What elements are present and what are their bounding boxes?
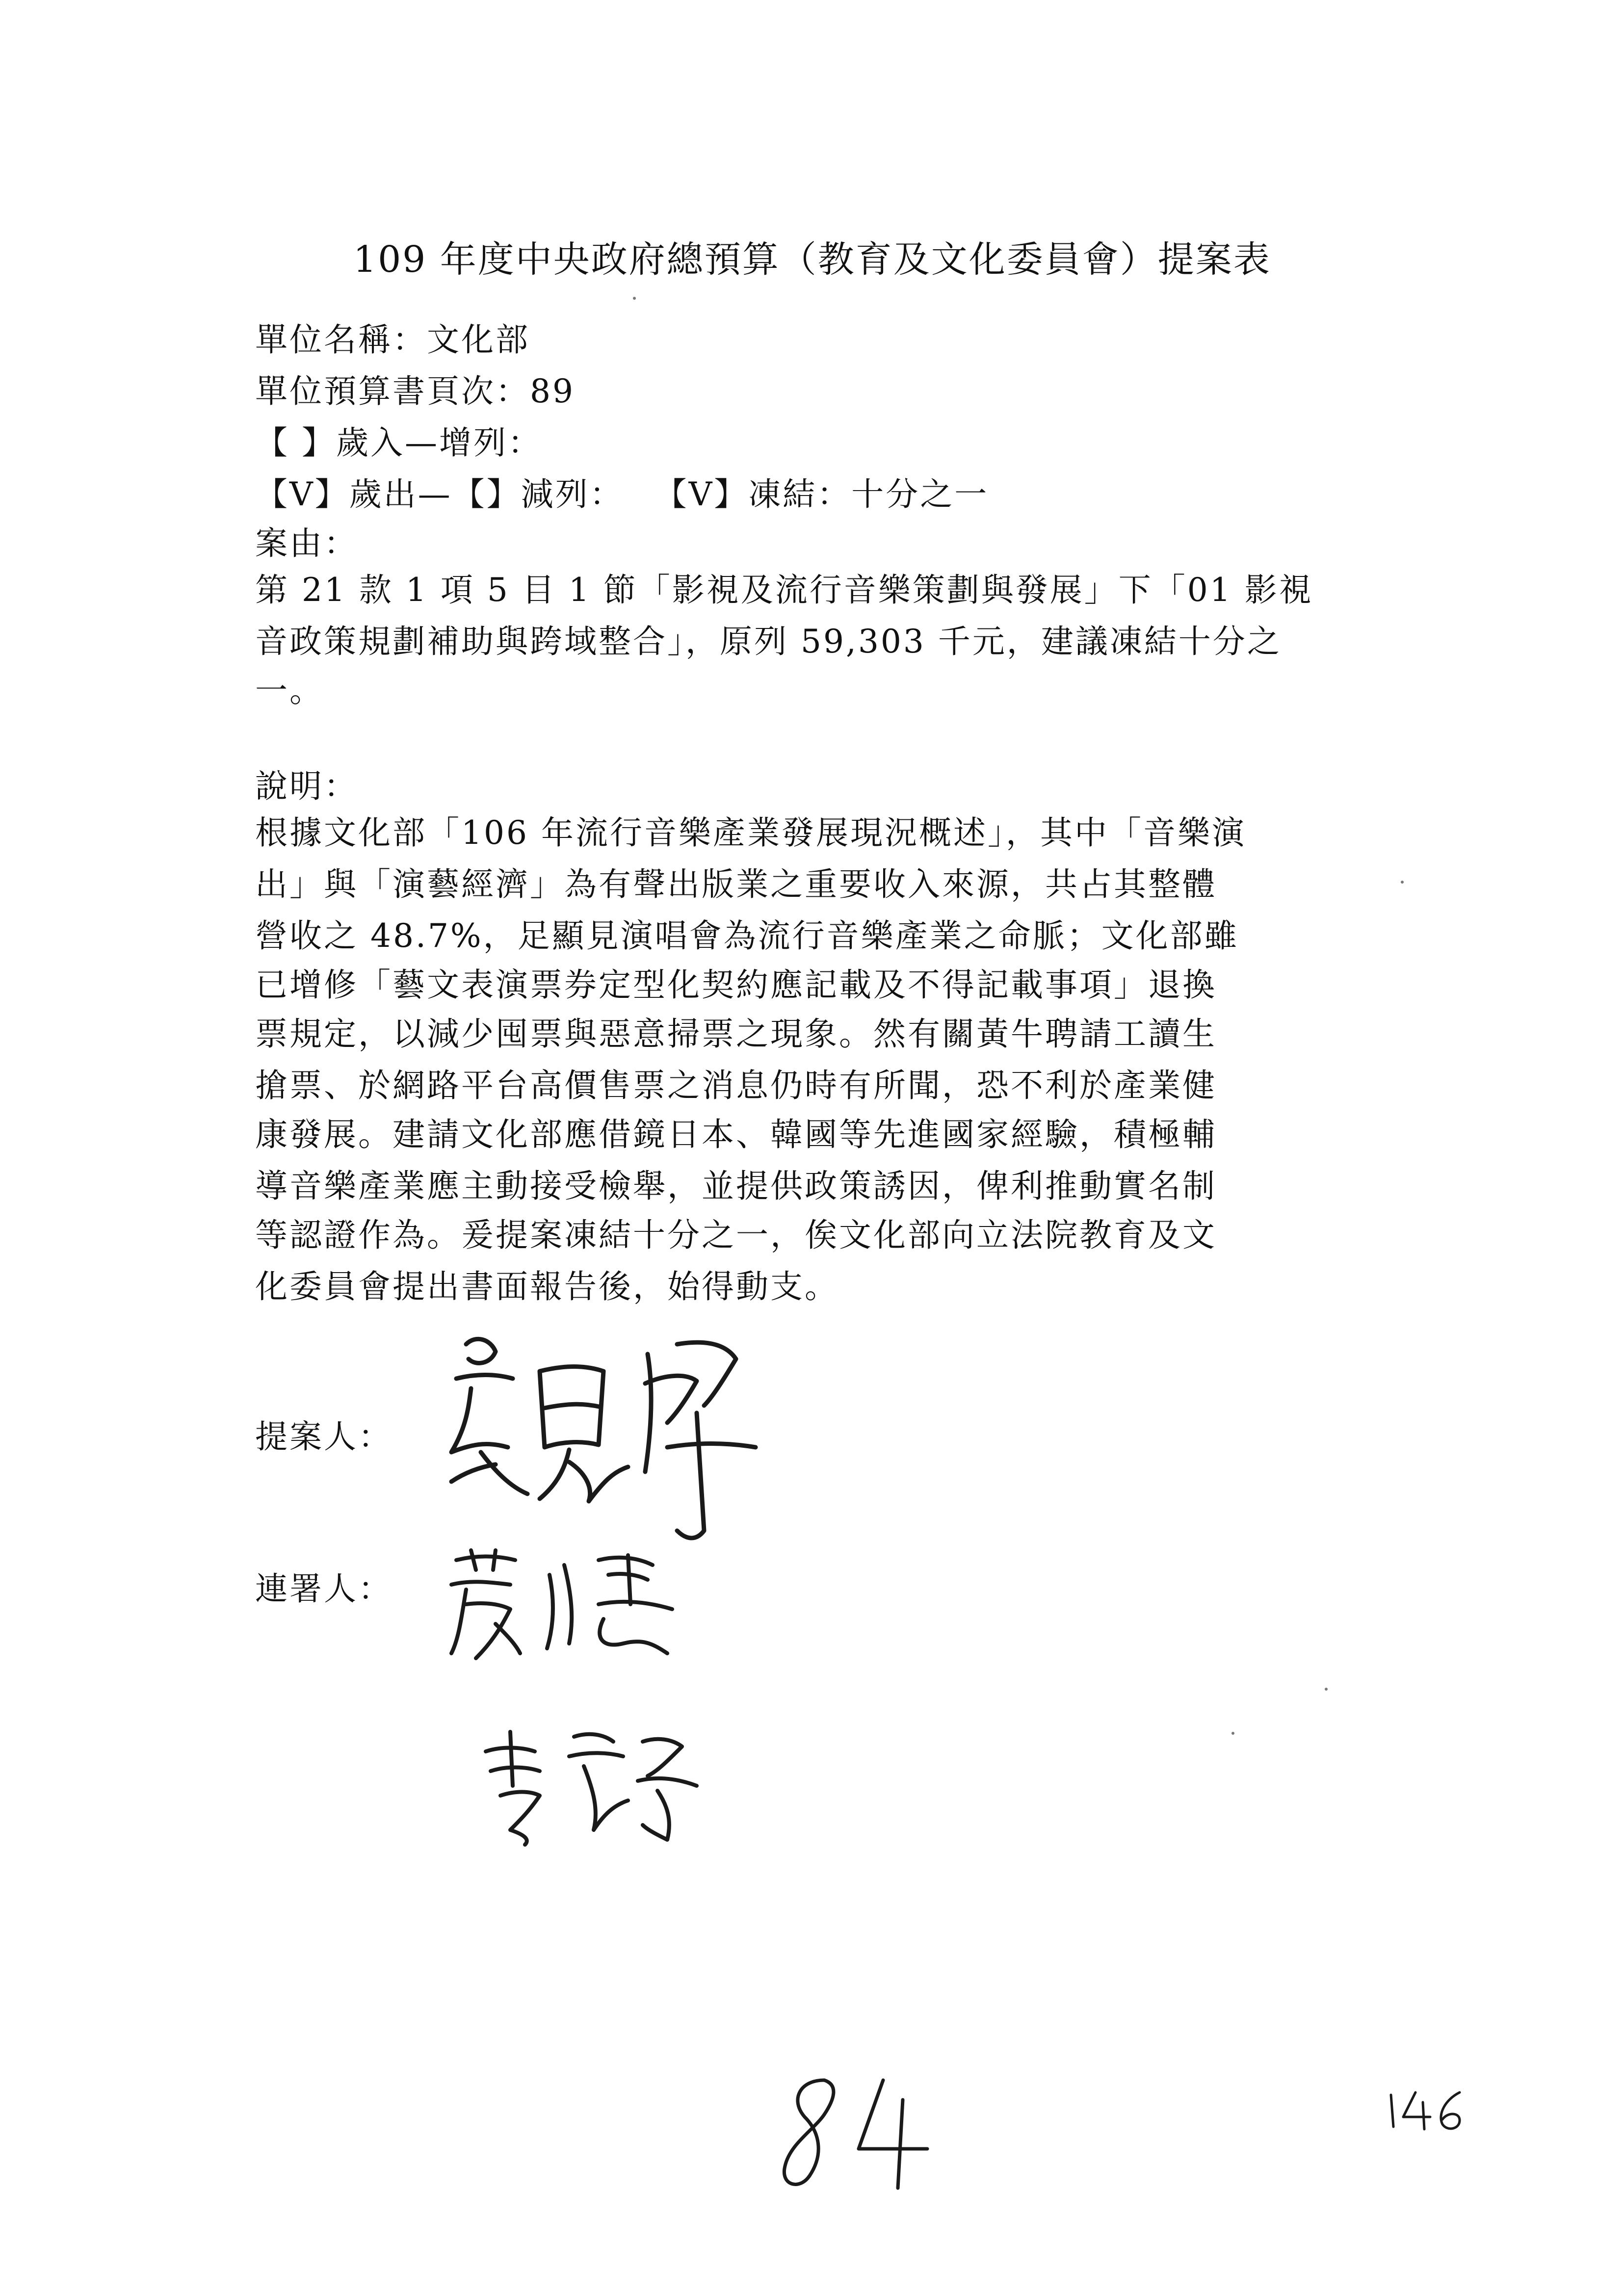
scan-speck bbox=[1325, 1688, 1328, 1691]
case-label: 案由： bbox=[255, 524, 358, 562]
explanation-line: 化委員會提出書面報告後，始得動支。 bbox=[255, 1268, 839, 1305]
case-text-line: 第 21 款 1 項 5 目 1 節「影視及流行音樂策劃與發展」下「01 影視 bbox=[255, 571, 1313, 609]
explanation-line: 根據文化部「106 年流行音樂產業發展現況概述」，其中「音樂演 bbox=[255, 814, 1246, 852]
explanation-line: 搶票、於網路平台高價售票之消息仍時有所聞，恐不利於產業健 bbox=[255, 1067, 1217, 1104]
explanation-line: 等認證作為。爰提案凍結十分之一，俟文化部向立法院教育及文 bbox=[255, 1216, 1217, 1254]
budget-page: 單位預算書頁次：89 bbox=[255, 372, 575, 410]
page-title: 109 年度中央政府總預算（教育及文化委員會）提案表 bbox=[353, 238, 1271, 281]
cosigner-label: 連署人： bbox=[255, 1570, 393, 1608]
case-text-line: 音政策規劃補助與跨域整合」，原列 59,303 千元，建議凍結十分之 bbox=[255, 623, 1282, 660]
explanation-line: 康發展。建請文化部應借鏡日本、韓國等先進國家經驗，積極輔 bbox=[255, 1116, 1217, 1153]
unit-name: 單位名稱：文化部 bbox=[255, 321, 530, 359]
handwritten-page-number-146 bbox=[1381, 2085, 1469, 2134]
handwritten-page-number-84 bbox=[770, 2070, 937, 2193]
explanation-line: 出」與「演藝經濟」為有聲出版業之重要收入來源，共占其整體 bbox=[255, 865, 1217, 903]
scan-speck bbox=[1231, 1732, 1234, 1735]
explanation-line: 已增修「藝文表演票券定型化契約應記載及不得記載事項」退換 bbox=[255, 966, 1217, 1004]
scan-speck bbox=[633, 297, 636, 300]
cosigner-signature-1 bbox=[437, 1545, 711, 1673]
revenue-line: 【 】歲入—增列： bbox=[255, 424, 542, 462]
case-text-line: 一。 bbox=[255, 672, 324, 709]
proposer-signature bbox=[422, 1325, 775, 1555]
cosigner-signature-2 bbox=[471, 1717, 707, 1854]
explanation-line: 導音樂產業應主動接受檢舉，並提供政策誘因，俾利推動實名制 bbox=[255, 1167, 1217, 1205]
scan-speck bbox=[1401, 881, 1404, 884]
explanation-line: 營收之 48.7%，足顯見演唱會為流行音樂產業之命脈；文化部雖 bbox=[255, 917, 1239, 955]
explanation-line: 票規定，以減少囤票與惡意掃票之現象。然有關黃牛聘請工讀生 bbox=[255, 1015, 1217, 1053]
explanation-label: 說明： bbox=[255, 767, 358, 805]
proposer-label: 提案人： bbox=[255, 1418, 393, 1456]
expense-freeze-line: 【V】歲出—【】減列： 【V】凍結：十分之一 bbox=[255, 475, 989, 513]
